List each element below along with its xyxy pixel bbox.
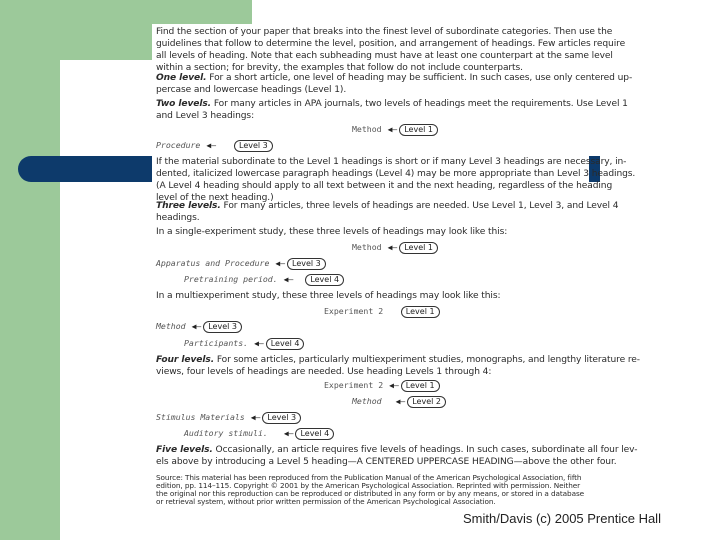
level-label: Level 3 [287,258,326,270]
heading-text: Method [156,321,186,331]
heading-text: Experiment 2 [324,380,384,390]
arrow-left-icon: ◀— [395,397,406,406]
text-line: within a section; for brevity, the examples that follow do not include counterparts. [156,63,523,73]
arrow-left-icon: ◀— [283,275,294,284]
five-levels-line [156,444,637,456]
text-line: In a multiexperiment study, these three levels of headings may look like this: [156,291,501,301]
lead: One level. [156,73,207,83]
text-line: In a single-experiment study, these three levels of headings may look like this: [156,227,508,237]
level-label: Level 4 [305,274,344,286]
text-line: level of the next heading.) [156,193,274,203]
example-heading [184,427,334,440]
text-line: Find the section of your paper that breaks into the finest level of subordinate categories. Then use the [156,27,613,37]
text-line: dented, italicized lowercase paragraph headings (Level 4) may be more appropriate than Level 3 headings. [156,169,636,179]
text-line: views, four levels of headings are needed. Use heading Levels 1 through 4: [156,367,492,377]
level-label: Level 3 [203,321,242,333]
four-levels-line [156,354,640,366]
source-line: or retrieval system, without prior written permission of the American Psychological Association. [156,497,496,506]
level-label: Level 3 [234,140,273,152]
level-label: Level 3 [262,412,301,424]
lead: Two levels. [156,99,212,109]
example-heading [156,411,301,424]
arrow-left-icon: ◀— [283,429,294,438]
source-line: the original nor this reproduction can be reproduced or distributed in any form or by any means, or stored in a database [156,489,585,498]
text: For many articles, three levels of headings are needed. Use Level 1, Level 3, and Level 4 [220,201,619,211]
heading-text: Experiment 2 [324,306,384,316]
text-line: guidelines that follow to determine the level, position, and arrangement of headings. Few articles require [156,39,626,49]
heading-text: Pretraining period. [184,274,278,284]
level-label: Level 1 [401,306,440,318]
arrow-left-icon: ◀— [275,259,286,268]
source-line: edition, pp. 114–115. Copyright © 2001 by the American Psychological Association. Reprinted with permission. Neither [156,481,581,490]
text: For a short article, one level of heading may be sufficient. In such cases, use only centered up- [206,73,633,83]
text-line: all levels of heading. Note that each subheading must have at least one counterpart at the same level [156,51,613,61]
example-heading [156,320,242,333]
level-label: Level 1 [399,124,438,136]
level-label: Level 1 [399,242,438,254]
arrow-left-icon: ◀— [387,125,398,134]
example-heading [352,241,438,254]
example-heading [156,139,273,152]
level-label: Level 4 [295,428,334,440]
example-heading [324,379,440,392]
example-heading [156,257,326,270]
example-heading [184,337,304,350]
text: Occasionally, an article requires five levels of headings. In such cases, subordinate all four lev- [212,445,638,455]
heading-text: Method [352,242,382,252]
arrow-left-icon: ◀— [191,322,202,331]
heading-text: Stimulus Materials [156,412,245,422]
example-heading [352,395,446,408]
heading-text: Apparatus and Procedure [156,258,270,268]
text-line: percase and lowercase headings (Level 1). [156,85,347,95]
heading-text: Method [352,396,382,406]
arrow-left-icon: ◀— [206,141,217,150]
heading-text: Auditory stimuli. [184,428,268,438]
text-line: els above by introducing a Level 5 heading—A CENTERED UPPERCASE HEADING—above the other four. [156,457,617,467]
arrow-left-icon: ◀— [387,243,398,252]
document-scan [152,24,640,510]
example-heading [324,305,440,318]
lead: Five levels. [156,445,213,455]
text: For many articles in APA journals, two levels of headings meet the requirements. Use Level 1 [211,99,628,109]
example-heading [352,123,438,136]
decor-white-corner [60,60,120,120]
heading-text: Participants. [184,338,249,348]
arrow-left-icon: ◀— [250,413,261,422]
lead: Four levels. [156,355,215,365]
level-label: Level 4 [266,338,305,350]
arrow-left-icon: ◀— [254,339,264,348]
lead: Three levels. [156,201,221,211]
heading-text: Method [352,124,382,134]
text-line: headings. [156,213,200,223]
level-label: Level 2 [407,396,446,408]
arrow-left-icon: ◀— [389,381,399,390]
source-line: Source: This material has been reproduced from the Publication Manual of the American Psychological Association, fifth [156,473,582,482]
text-line: and Level 3 headings: [156,111,255,121]
heading-text: Procedure [156,140,201,150]
text-line: (A Level 4 heading should apply to all text between it and the next heading, regardless of the heading [156,181,613,191]
decor-green-left [0,0,60,540]
slide-footer: Smith/Davis (c) 2005 Prentice Hall [463,511,661,526]
text: For some articles, particularly multiexperiment studies, monographs, and lengthy literature re- [214,355,640,365]
level-label: Level 1 [401,380,440,392]
example-heading [184,273,344,286]
one-level-line [156,72,632,84]
three-levels-line [156,200,618,212]
two-levels-line [156,98,628,110]
text-line: If the material subordinate to the Level 1 headings is short or if many Level 3 headings are necessary, in- [156,157,627,167]
